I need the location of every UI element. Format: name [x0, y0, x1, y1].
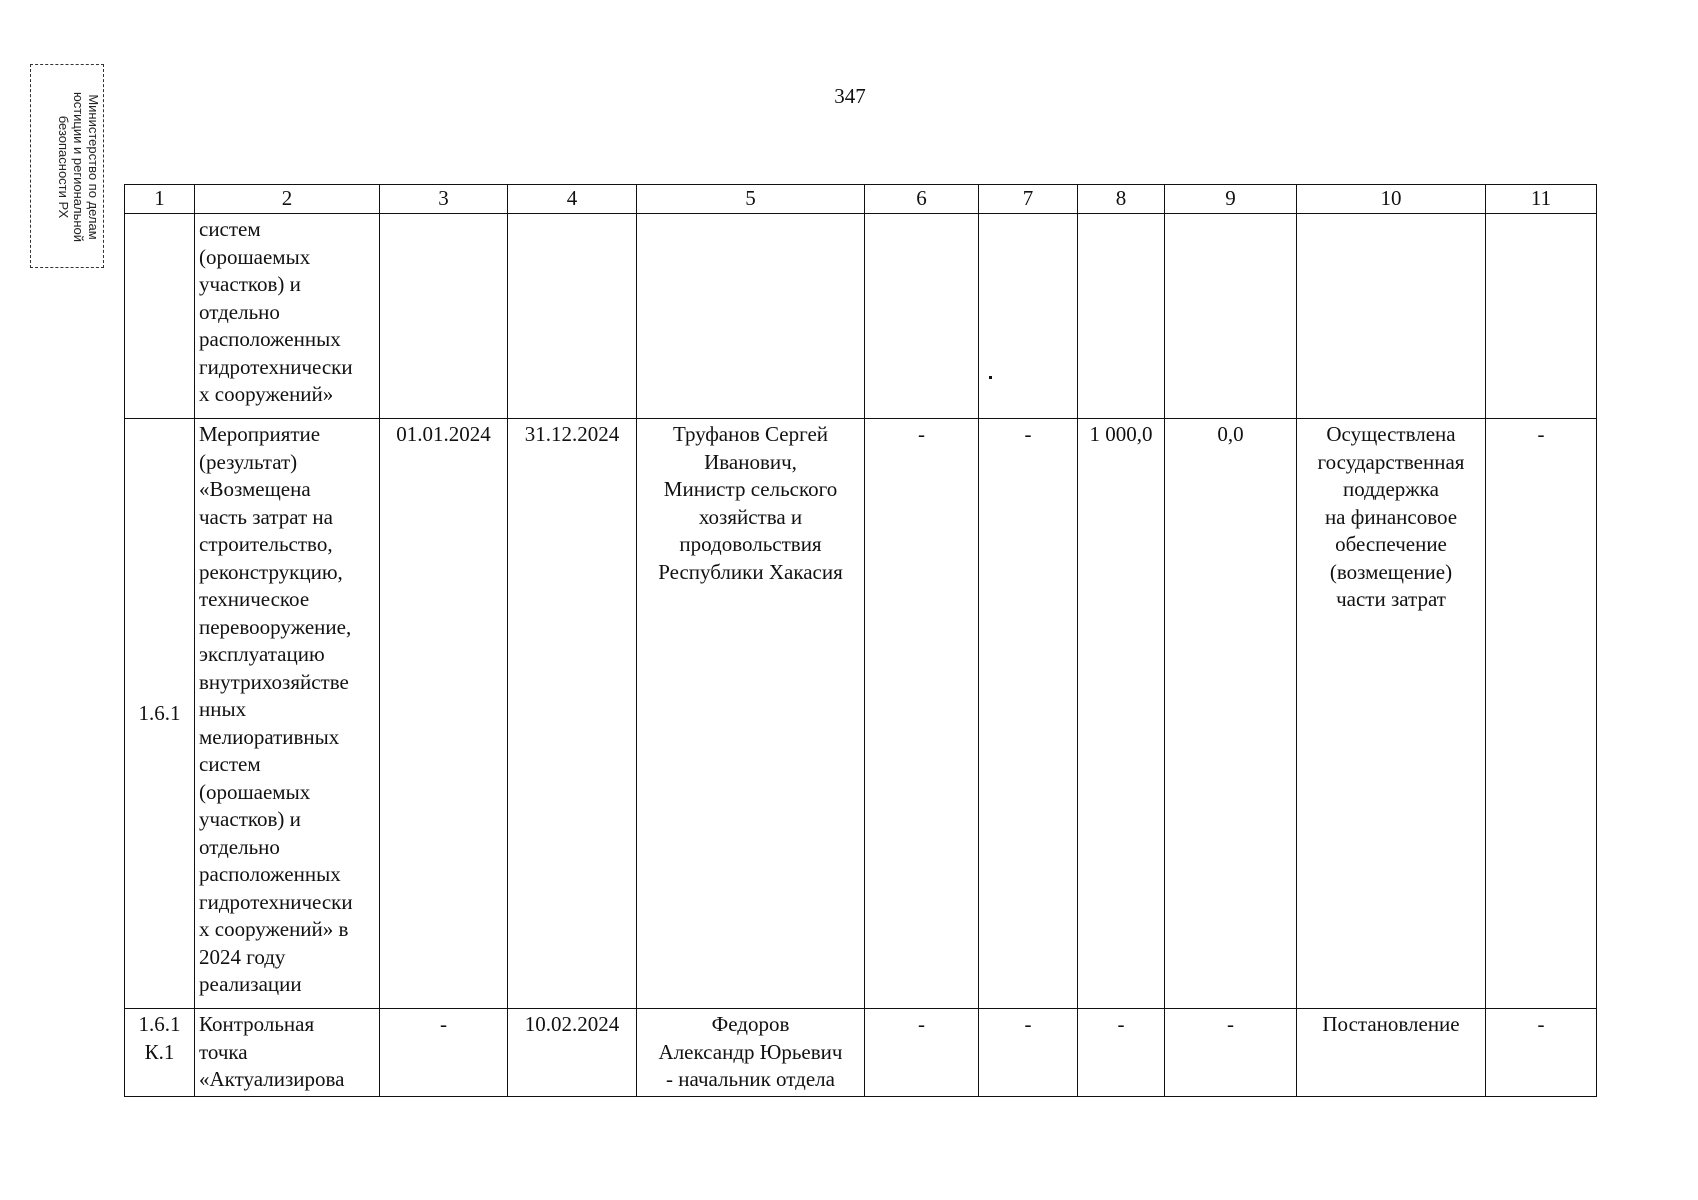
cell-r1-c8 — [1078, 214, 1165, 419]
cell-r1-c6 — [865, 214, 979, 419]
page-number: 347 — [834, 84, 866, 108]
header-col-8: 8 — [1078, 185, 1165, 214]
cell-r2-c5: Труфанов Сергей Иванович, Министр сельского хозяйства и продовольствия Республики Хакасия — [637, 419, 865, 1009]
cell-r2-c11: - — [1486, 419, 1597, 1009]
cell-r1-c7 — [979, 214, 1078, 419]
cell-r3-c7: - — [979, 1009, 1078, 1097]
cell-r1-c1 — [125, 214, 195, 419]
stamp-line-1: Министерство по делам — [86, 94, 101, 240]
cell-r3-c1: 1.6.1 К.1 — [125, 1009, 195, 1097]
header-col-6: 6 — [865, 185, 979, 214]
header-col-10: 10 — [1297, 185, 1486, 214]
cell-r1-c9 — [1165, 214, 1297, 419]
cell-r3-c9: - — [1165, 1009, 1297, 1097]
cell-r3-c11: - — [1486, 1009, 1597, 1097]
header-col-11: 11 — [1486, 185, 1597, 214]
plan-table — [124, 184, 1597, 1097]
header-col-4: 4 — [508, 185, 637, 214]
cell-r2-c8: 1 000,0 — [1078, 419, 1165, 1009]
cell-r2-c1: 1.6.1 — [125, 419, 195, 1009]
cell-r1-c10 — [1297, 214, 1486, 419]
cell-r3-c5: Федоров Александр Юрьевич - начальник отдела — [637, 1009, 865, 1097]
cell-r2-c9: 0,0 — [1165, 419, 1297, 1009]
cell-r1-c2: систем (орошаемых участков) и отдельно расположенных гидротехнически х сооружений» — [195, 214, 380, 419]
cell-r1-c5 — [637, 214, 865, 419]
cell-r3-c6: - — [865, 1009, 979, 1097]
header-col-3: 3 — [380, 185, 508, 214]
cell-r3-c10: Постановление — [1297, 1009, 1486, 1097]
cell-r1-c11 — [1486, 214, 1597, 419]
stamp-text — [31, 67, 101, 267]
cell-r3-c8: - — [1078, 1009, 1165, 1097]
cell-r2-c3: 01.01.2024 — [380, 419, 508, 1009]
stamp-line-3: безопасности РХ — [56, 115, 71, 219]
stamp-line-2: юстиции и региональной — [71, 91, 86, 243]
table-row-continuation — [125, 214, 1597, 419]
cell-r3-c2: Контрольная точка «Актуализирова — [195, 1009, 380, 1097]
cell-r3-c3: - — [380, 1009, 508, 1097]
cell-r1-c3 — [380, 214, 508, 419]
header-col-2: 2 — [195, 185, 380, 214]
cell-r1-c4 — [508, 214, 637, 419]
header-col-5: 5 — [637, 185, 865, 214]
cell-r2-c10: Осуществлена государственная поддержка на финансовое обеспечение (возмещение) части затрат — [1297, 419, 1486, 1009]
cell-r3-c4: 10.02.2024 — [508, 1009, 637, 1097]
cell-r2-c2: Мероприятие (результат) «Возмещена часть затрат на строительство, реконструкцию, техническое перевооружение, эксплуатацию внутрихозяйстве нных мелиоративных систем (орошаемых участков) и отдельно расположенных гидротехнически х сооружений» в 2024 году реализации — [195, 419, 380, 1009]
header-col-9: 9 — [1165, 185, 1297, 214]
cell-r2-c4: 31.12.2024 — [508, 419, 637, 1009]
cell-r2-c7: - — [979, 419, 1078, 1009]
header-row — [125, 185, 1597, 214]
header-col-7: 7 — [979, 185, 1078, 214]
cell-r2-c6: - — [865, 419, 979, 1009]
table-row-1-6-1 — [125, 419, 1597, 1009]
table-row-1-6-1-k1 — [125, 1009, 1597, 1097]
header-col-1: 1 — [125, 185, 195, 214]
registration-stamp — [30, 64, 104, 268]
